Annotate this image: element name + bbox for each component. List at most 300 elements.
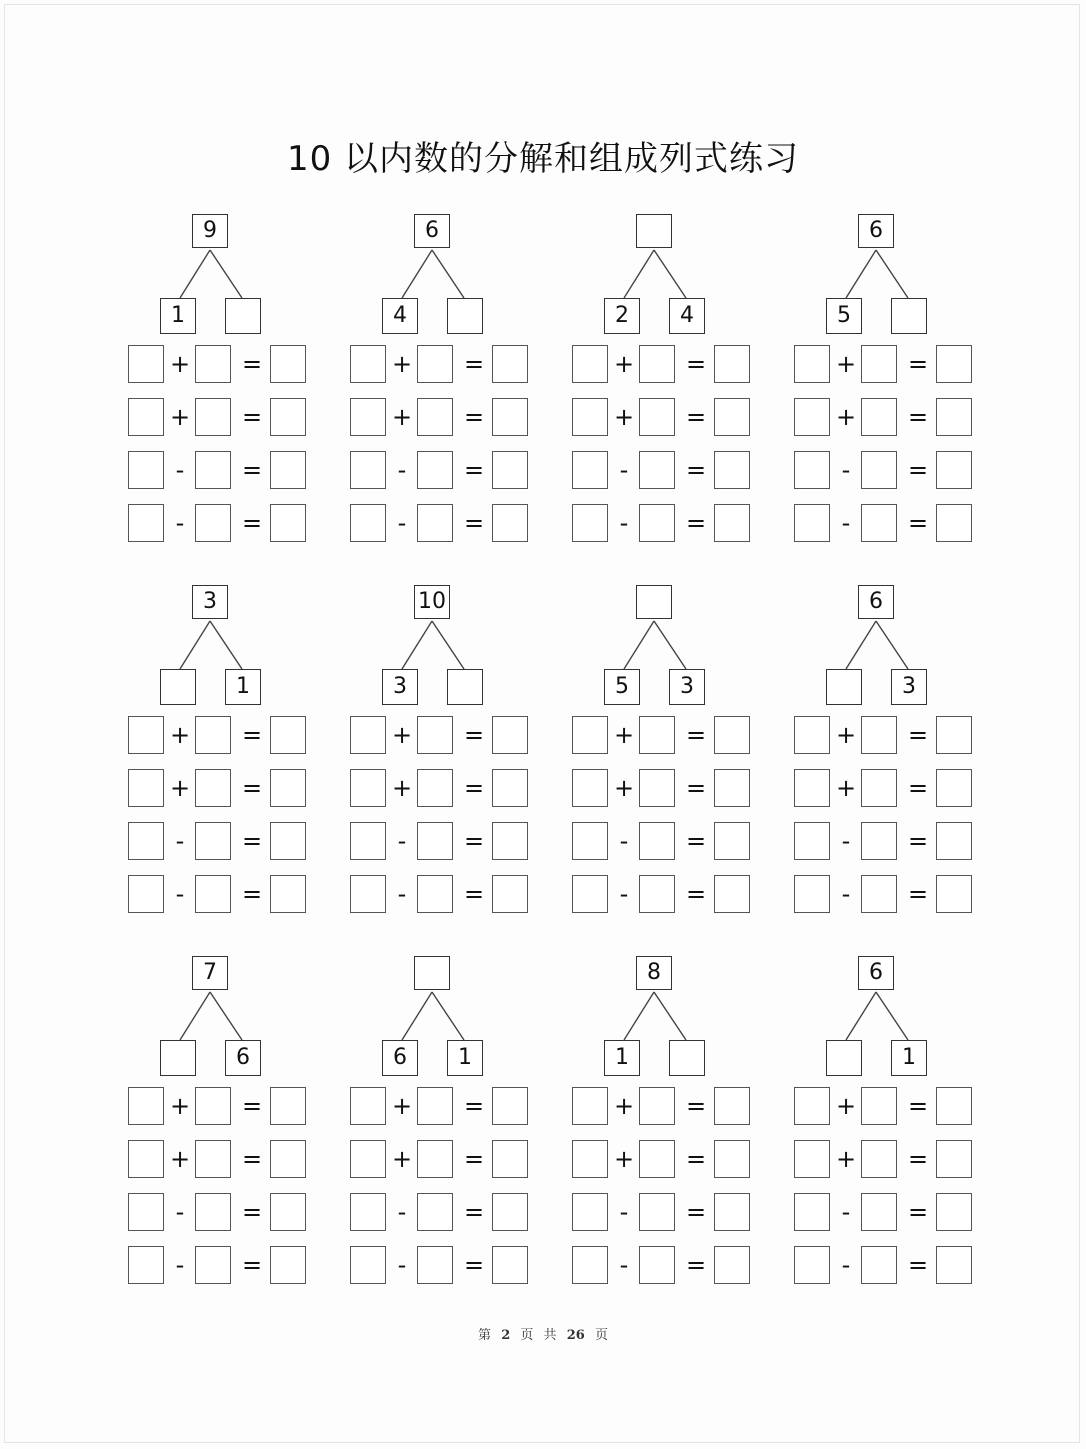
left-part-box[interactable]: [160, 1040, 196, 1076]
whole-number-box[interactable]: 3: [192, 585, 228, 619]
equals-sign: =: [907, 456, 929, 484]
plus-sign: +: [169, 1092, 191, 1120]
answer-box-result[interactable]: [714, 398, 750, 436]
right-part-box[interactable]: 3: [891, 669, 927, 705]
tree-branch-line: [210, 250, 242, 298]
minus-sign: -: [397, 1251, 407, 1279]
equals-sign: =: [685, 1145, 707, 1173]
minus-sign: -: [397, 827, 407, 855]
answer-box-result[interactable]: [714, 1140, 750, 1178]
answer-box-first-operand[interactable]: [794, 875, 830, 913]
whole-number-box[interactable]: 8: [636, 956, 672, 990]
equals-sign: =: [241, 827, 263, 855]
decomposition-unit: [572, 583, 772, 928]
minus-sign: -: [397, 456, 407, 484]
plus-sign: +: [613, 1145, 635, 1173]
right-part-box[interactable]: [225, 298, 261, 334]
answer-box-second-operand[interactable]: [861, 504, 897, 542]
plus-sign: +: [391, 721, 413, 749]
answer-box-result[interactable]: [492, 504, 528, 542]
answer-box-first-operand[interactable]: [794, 398, 830, 436]
tree-branch-line: [180, 250, 210, 298]
answer-box-second-operand[interactable]: [195, 1140, 231, 1178]
answer-box-second-operand[interactable]: [861, 1087, 897, 1125]
equals-sign: =: [907, 880, 929, 908]
answer-box-second-operand[interactable]: [861, 1140, 897, 1178]
answer-box-result[interactable]: [714, 451, 750, 489]
left-part-box[interactable]: 3: [382, 669, 418, 705]
equals-sign: =: [241, 350, 263, 378]
tree-branch-line: [432, 992, 464, 1040]
left-part-box[interactable]: [826, 669, 862, 705]
answer-box-first-operand[interactable]: [350, 716, 386, 754]
answer-box-result[interactable]: [714, 1193, 750, 1231]
answer-box-result[interactable]: [936, 345, 972, 383]
decomposition-unit: [350, 583, 550, 928]
whole-number-box[interactable]: [414, 956, 450, 990]
equals-sign: =: [685, 827, 707, 855]
decomposition-unit: [128, 212, 328, 557]
plus-sign: +: [613, 1092, 635, 1120]
plus-sign: +: [835, 774, 857, 802]
answer-box-second-operand[interactable]: [639, 451, 675, 489]
right-part-box[interactable]: [669, 1040, 705, 1076]
equals-sign: =: [907, 403, 929, 431]
answer-box-first-operand[interactable]: [794, 451, 830, 489]
answer-box-second-operand[interactable]: [861, 451, 897, 489]
answer-box-first-operand[interactable]: [572, 875, 608, 913]
answer-box-second-operand[interactable]: [639, 875, 675, 913]
minus-sign: -: [175, 1198, 185, 1226]
answer-box-result[interactable]: [270, 1087, 306, 1125]
equals-sign: =: [463, 350, 485, 378]
tree-branch-line: [876, 992, 908, 1040]
equals-sign: =: [907, 774, 929, 802]
whole-number-box[interactable]: 6: [858, 214, 894, 248]
answer-box-result[interactable]: [270, 345, 306, 383]
answer-box-second-operand[interactable]: [195, 1193, 231, 1231]
minus-sign: -: [397, 1198, 407, 1226]
answer-box-first-operand[interactable]: [572, 345, 608, 383]
whole-number-box[interactable]: [636, 214, 672, 248]
answer-box-first-operand[interactable]: [128, 822, 164, 860]
plus-sign: +: [835, 1145, 857, 1173]
answer-box-result[interactable]: [270, 504, 306, 542]
equals-sign: =: [907, 721, 929, 749]
answer-box-second-operand[interactable]: [639, 822, 675, 860]
right-part-box[interactable]: [891, 298, 927, 334]
left-part-box[interactable]: 1: [160, 298, 196, 334]
left-part-box[interactable]: 6: [382, 1040, 418, 1076]
decomposition-unit: [350, 954, 550, 1299]
answer-box-first-operand[interactable]: [350, 398, 386, 436]
answer-box-first-operand[interactable]: [350, 451, 386, 489]
answer-box-first-operand[interactable]: [128, 1246, 164, 1284]
answer-box-first-operand[interactable]: [572, 398, 608, 436]
plus-sign: +: [835, 350, 857, 378]
right-part-box[interactable]: 1: [891, 1040, 927, 1076]
answer-box-first-operand[interactable]: [794, 1140, 830, 1178]
answer-box-second-operand[interactable]: [195, 345, 231, 383]
answer-box-second-operand[interactable]: [195, 398, 231, 436]
right-part-box[interactable]: [447, 669, 483, 705]
tree-branch-line: [846, 250, 876, 298]
answer-box-result[interactable]: [492, 345, 528, 383]
answer-box-second-operand[interactable]: [195, 1246, 231, 1284]
answer-box-result[interactable]: [492, 451, 528, 489]
answer-box-second-operand[interactable]: [861, 769, 897, 807]
answer-box-first-operand[interactable]: [572, 1140, 608, 1178]
decomposition-unit: [794, 212, 994, 557]
equals-sign: =: [685, 1198, 707, 1226]
answer-box-result[interactable]: [714, 822, 750, 860]
minus-sign: -: [841, 1251, 851, 1279]
answer-box-first-operand[interactable]: [128, 769, 164, 807]
decomposition-unit: [128, 954, 328, 1299]
equals-sign: =: [685, 1092, 707, 1120]
plus-sign: +: [613, 774, 635, 802]
right-part-box[interactable]: 3: [669, 669, 705, 705]
equals-sign: =: [241, 1092, 263, 1120]
answer-box-second-operand[interactable]: [639, 1246, 675, 1284]
equals-sign: =: [907, 509, 929, 537]
answer-box-result[interactable]: [936, 716, 972, 754]
footer-suffix: 页: [594, 1328, 608, 1343]
answer-box-second-operand[interactable]: [417, 822, 453, 860]
answer-box-second-operand[interactable]: [417, 716, 453, 754]
plus-sign: +: [391, 1145, 413, 1173]
answer-box-second-operand[interactable]: [639, 1087, 675, 1125]
equals-sign: =: [685, 403, 707, 431]
tree-branch-line: [654, 621, 686, 669]
minus-sign: -: [619, 509, 629, 537]
tree-branch-line: [624, 250, 654, 298]
answer-box-second-operand[interactable]: [195, 1087, 231, 1125]
decomposition-unit: [794, 583, 994, 928]
whole-number-box[interactable]: 7: [192, 956, 228, 990]
left-part-box[interactable]: 5: [826, 298, 862, 334]
plus-sign: +: [169, 350, 191, 378]
answer-box-first-operand[interactable]: [350, 875, 386, 913]
answer-box-result[interactable]: [492, 398, 528, 436]
answer-box-second-operand[interactable]: [639, 1193, 675, 1231]
answer-box-result[interactable]: [270, 1193, 306, 1231]
equals-sign: =: [463, 403, 485, 431]
equals-sign: =: [685, 456, 707, 484]
answer-box-first-operand[interactable]: [572, 1087, 608, 1125]
minus-sign: -: [397, 509, 407, 537]
tree-branch-line: [432, 250, 464, 298]
answer-box-first-operand[interactable]: [572, 451, 608, 489]
decomposition-unit: [128, 583, 328, 928]
minus-sign: -: [175, 456, 185, 484]
answer-box-first-operand[interactable]: [794, 822, 830, 860]
answer-box-first-operand[interactable]: [350, 345, 386, 383]
answer-box-first-operand[interactable]: [572, 769, 608, 807]
equals-sign: =: [241, 1251, 263, 1279]
page-title: 10 以内数的分解和组成列式练习: [286, 138, 800, 179]
answer-box-first-operand[interactable]: [350, 1140, 386, 1178]
answer-box-result[interactable]: [492, 1193, 528, 1231]
answer-box-result[interactable]: [714, 504, 750, 542]
whole-number-box[interactable]: 6: [414, 214, 450, 248]
whole-number-box[interactable]: 9: [192, 214, 228, 248]
plus-sign: +: [169, 1145, 191, 1173]
tree-branch-line: [876, 250, 908, 298]
right-part-box[interactable]: 4: [669, 298, 705, 334]
equals-sign: =: [463, 509, 485, 537]
answer-box-first-operand[interactable]: [794, 1246, 830, 1284]
answer-box-first-operand[interactable]: [350, 1246, 386, 1284]
minus-sign: -: [841, 509, 851, 537]
right-part-box[interactable]: 1: [225, 669, 261, 705]
right-part-box[interactable]: 6: [225, 1040, 261, 1076]
answer-box-result[interactable]: [492, 1246, 528, 1284]
answer-box-second-operand[interactable]: [195, 716, 231, 754]
minus-sign: -: [175, 880, 185, 908]
answer-box-second-operand[interactable]: [861, 822, 897, 860]
whole-number-box[interactable]: 10: [414, 585, 450, 619]
answer-box-first-operand[interactable]: [128, 398, 164, 436]
minus-sign: -: [841, 827, 851, 855]
answer-box-result[interactable]: [714, 875, 750, 913]
decomposition-unit: [794, 954, 994, 1299]
answer-box-result[interactable]: [936, 504, 972, 542]
minus-sign: -: [619, 827, 629, 855]
minus-sign: -: [841, 456, 851, 484]
answer-box-result[interactable]: [492, 822, 528, 860]
plus-sign: +: [613, 403, 635, 431]
answer-box-result[interactable]: [270, 1246, 306, 1284]
answer-box-first-operand[interactable]: [350, 822, 386, 860]
tree-branch-line: [210, 621, 242, 669]
answer-box-second-operand[interactable]: [417, 1246, 453, 1284]
equals-sign: =: [463, 827, 485, 855]
equals-sign: =: [685, 721, 707, 749]
equals-sign: =: [907, 1145, 929, 1173]
answer-box-second-operand[interactable]: [195, 504, 231, 542]
answer-box-second-operand[interactable]: [639, 398, 675, 436]
tree-branch-line: [402, 621, 432, 669]
equals-sign: =: [907, 1092, 929, 1120]
answer-box-first-operand[interactable]: [572, 716, 608, 754]
answer-box-result[interactable]: [936, 1246, 972, 1284]
answer-box-second-operand[interactable]: [417, 451, 453, 489]
answer-box-result[interactable]: [936, 451, 972, 489]
answer-box-first-operand[interactable]: [794, 716, 830, 754]
tree-branch-line: [624, 621, 654, 669]
answer-box-second-operand[interactable]: [195, 875, 231, 913]
answer-box-first-operand[interactable]: [128, 345, 164, 383]
equals-sign: =: [685, 880, 707, 908]
answer-box-second-operand[interactable]: [417, 1193, 453, 1231]
equals-sign: =: [463, 456, 485, 484]
answer-box-second-operand[interactable]: [639, 1140, 675, 1178]
answer-box-first-operand[interactable]: [794, 769, 830, 807]
footer-page-label: 页: [520, 1328, 534, 1343]
answer-box-first-operand[interactable]: [128, 875, 164, 913]
answer-box-first-operand[interactable]: [794, 504, 830, 542]
answer-box-first-operand[interactable]: [350, 1193, 386, 1231]
tree-branch-line: [624, 992, 654, 1040]
left-part-box[interactable]: [826, 1040, 862, 1076]
footer-total-label: 共: [543, 1328, 557, 1343]
answer-box-second-operand[interactable]: [195, 822, 231, 860]
equals-sign: =: [907, 1251, 929, 1279]
answer-box-first-operand[interactable]: [350, 504, 386, 542]
minus-sign: -: [175, 1251, 185, 1279]
answer-box-result[interactable]: [270, 822, 306, 860]
equals-sign: =: [463, 774, 485, 802]
answer-box-result[interactable]: [492, 769, 528, 807]
answer-box-second-operand[interactable]: [195, 769, 231, 807]
plus-sign: +: [391, 774, 413, 802]
whole-number-box[interactable]: 6: [858, 956, 894, 990]
tree-branch-line: [654, 250, 686, 298]
answer-box-second-operand[interactable]: [861, 716, 897, 754]
answer-box-second-operand[interactable]: [417, 769, 453, 807]
left-part-box[interactable]: 4: [382, 298, 418, 334]
answer-box-second-operand[interactable]: [417, 1140, 453, 1178]
equals-sign: =: [241, 1145, 263, 1173]
minus-sign: -: [619, 1251, 629, 1279]
equals-sign: =: [463, 1145, 485, 1173]
answer-box-first-operand[interactable]: [572, 1193, 608, 1231]
answer-box-result[interactable]: [714, 769, 750, 807]
answer-box-first-operand[interactable]: [572, 504, 608, 542]
answer-box-result[interactable]: [270, 1140, 306, 1178]
answer-box-second-operand[interactable]: [861, 345, 897, 383]
answer-box-result[interactable]: [936, 1140, 972, 1178]
plus-sign: +: [169, 403, 191, 431]
footer-total-pages: 26: [566, 1328, 585, 1343]
answer-box-first-operand[interactable]: [128, 1140, 164, 1178]
answer-box-second-operand[interactable]: [861, 1193, 897, 1231]
left-part-box[interactable]: 5: [604, 669, 640, 705]
answer-box-result[interactable]: [936, 769, 972, 807]
answer-box-result[interactable]: [936, 1193, 972, 1231]
answer-box-result[interactable]: [270, 398, 306, 436]
answer-box-second-operand[interactable]: [417, 875, 453, 913]
plus-sign: +: [169, 774, 191, 802]
plus-sign: +: [613, 350, 635, 378]
answer-box-first-operand[interactable]: [794, 1193, 830, 1231]
answer-box-second-operand[interactable]: [417, 398, 453, 436]
minus-sign: -: [619, 1198, 629, 1226]
answer-box-result[interactable]: [270, 875, 306, 913]
answer-box-result[interactable]: [714, 1087, 750, 1125]
equals-sign: =: [241, 403, 263, 431]
answer-box-result[interactable]: [270, 769, 306, 807]
plus-sign: +: [391, 350, 413, 378]
answer-box-second-operand[interactable]: [417, 345, 453, 383]
answer-box-first-operand[interactable]: [350, 769, 386, 807]
answer-box-result[interactable]: [270, 716, 306, 754]
footer-prefix: 第: [478, 1328, 492, 1343]
answer-box-second-operand[interactable]: [861, 398, 897, 436]
answer-box-second-operand[interactable]: [639, 769, 675, 807]
answer-box-result[interactable]: [492, 1140, 528, 1178]
answer-box-second-operand[interactable]: [861, 875, 897, 913]
answer-box-first-operand[interactable]: [128, 1193, 164, 1231]
answer-box-second-operand[interactable]: [417, 1087, 453, 1125]
answer-box-first-operand[interactable]: [794, 1087, 830, 1125]
left-part-box[interactable]: 1: [604, 1040, 640, 1076]
plus-sign: +: [391, 403, 413, 431]
equals-sign: =: [241, 880, 263, 908]
left-part-box[interactable]: [160, 669, 196, 705]
answer-box-first-operand[interactable]: [128, 1087, 164, 1125]
answer-box-result[interactable]: [714, 1246, 750, 1284]
tree-branch-line: [432, 621, 464, 669]
answer-box-result[interactable]: [270, 451, 306, 489]
right-part-box[interactable]: 1: [447, 1040, 483, 1076]
answer-box-first-operand[interactable]: [572, 822, 608, 860]
equals-sign: =: [685, 774, 707, 802]
decomposition-unit: [350, 212, 550, 557]
equals-sign: =: [685, 350, 707, 378]
tree-branch-line: [402, 992, 432, 1040]
equals-sign: =: [685, 509, 707, 537]
whole-number-box[interactable]: [636, 585, 672, 619]
answer-box-first-operand[interactable]: [128, 451, 164, 489]
answer-box-second-operand[interactable]: [639, 345, 675, 383]
minus-sign: -: [175, 509, 185, 537]
answer-box-second-operand[interactable]: [195, 451, 231, 489]
answer-box-result[interactable]: [936, 1087, 972, 1125]
plus-sign: +: [835, 721, 857, 749]
right-part-box[interactable]: [447, 298, 483, 334]
plus-sign: +: [613, 721, 635, 749]
minus-sign: -: [619, 880, 629, 908]
equals-sign: =: [241, 1198, 263, 1226]
answer-box-result[interactable]: [492, 875, 528, 913]
answer-box-first-operand[interactable]: [572, 1246, 608, 1284]
answer-box-result[interactable]: [492, 716, 528, 754]
answer-box-first-operand[interactable]: [128, 504, 164, 542]
whole-number-box[interactable]: 6: [858, 585, 894, 619]
minus-sign: -: [841, 1198, 851, 1226]
minus-sign: -: [175, 827, 185, 855]
decomposition-unit: [572, 212, 772, 557]
answer-box-result[interactable]: [936, 822, 972, 860]
tree-branch-line: [876, 621, 908, 669]
answer-box-result[interactable]: [936, 398, 972, 436]
plus-sign: +: [391, 1092, 413, 1120]
tree-branch-line: [402, 250, 432, 298]
answer-box-first-operand[interactable]: [350, 1087, 386, 1125]
answer-box-result[interactable]: [936, 875, 972, 913]
footer-current-page: 2: [501, 1328, 511, 1343]
plus-sign: +: [169, 721, 191, 749]
answer-box-second-operand[interactable]: [639, 504, 675, 542]
equals-sign: =: [685, 1251, 707, 1279]
answer-box-result[interactable]: [714, 345, 750, 383]
tree-branch-line: [210, 992, 242, 1040]
equals-sign: =: [241, 456, 263, 484]
answer-box-result[interactable]: [714, 716, 750, 754]
answer-box-second-operand[interactable]: [861, 1246, 897, 1284]
equals-sign: =: [907, 827, 929, 855]
answer-box-second-operand[interactable]: [417, 504, 453, 542]
equals-sign: =: [241, 774, 263, 802]
left-part-box[interactable]: 2: [604, 298, 640, 334]
answer-box-result[interactable]: [492, 1087, 528, 1125]
tree-branch-line: [180, 621, 210, 669]
answer-box-first-operand[interactable]: [794, 345, 830, 383]
answer-box-first-operand[interactable]: [128, 716, 164, 754]
answer-box-second-operand[interactable]: [639, 716, 675, 754]
